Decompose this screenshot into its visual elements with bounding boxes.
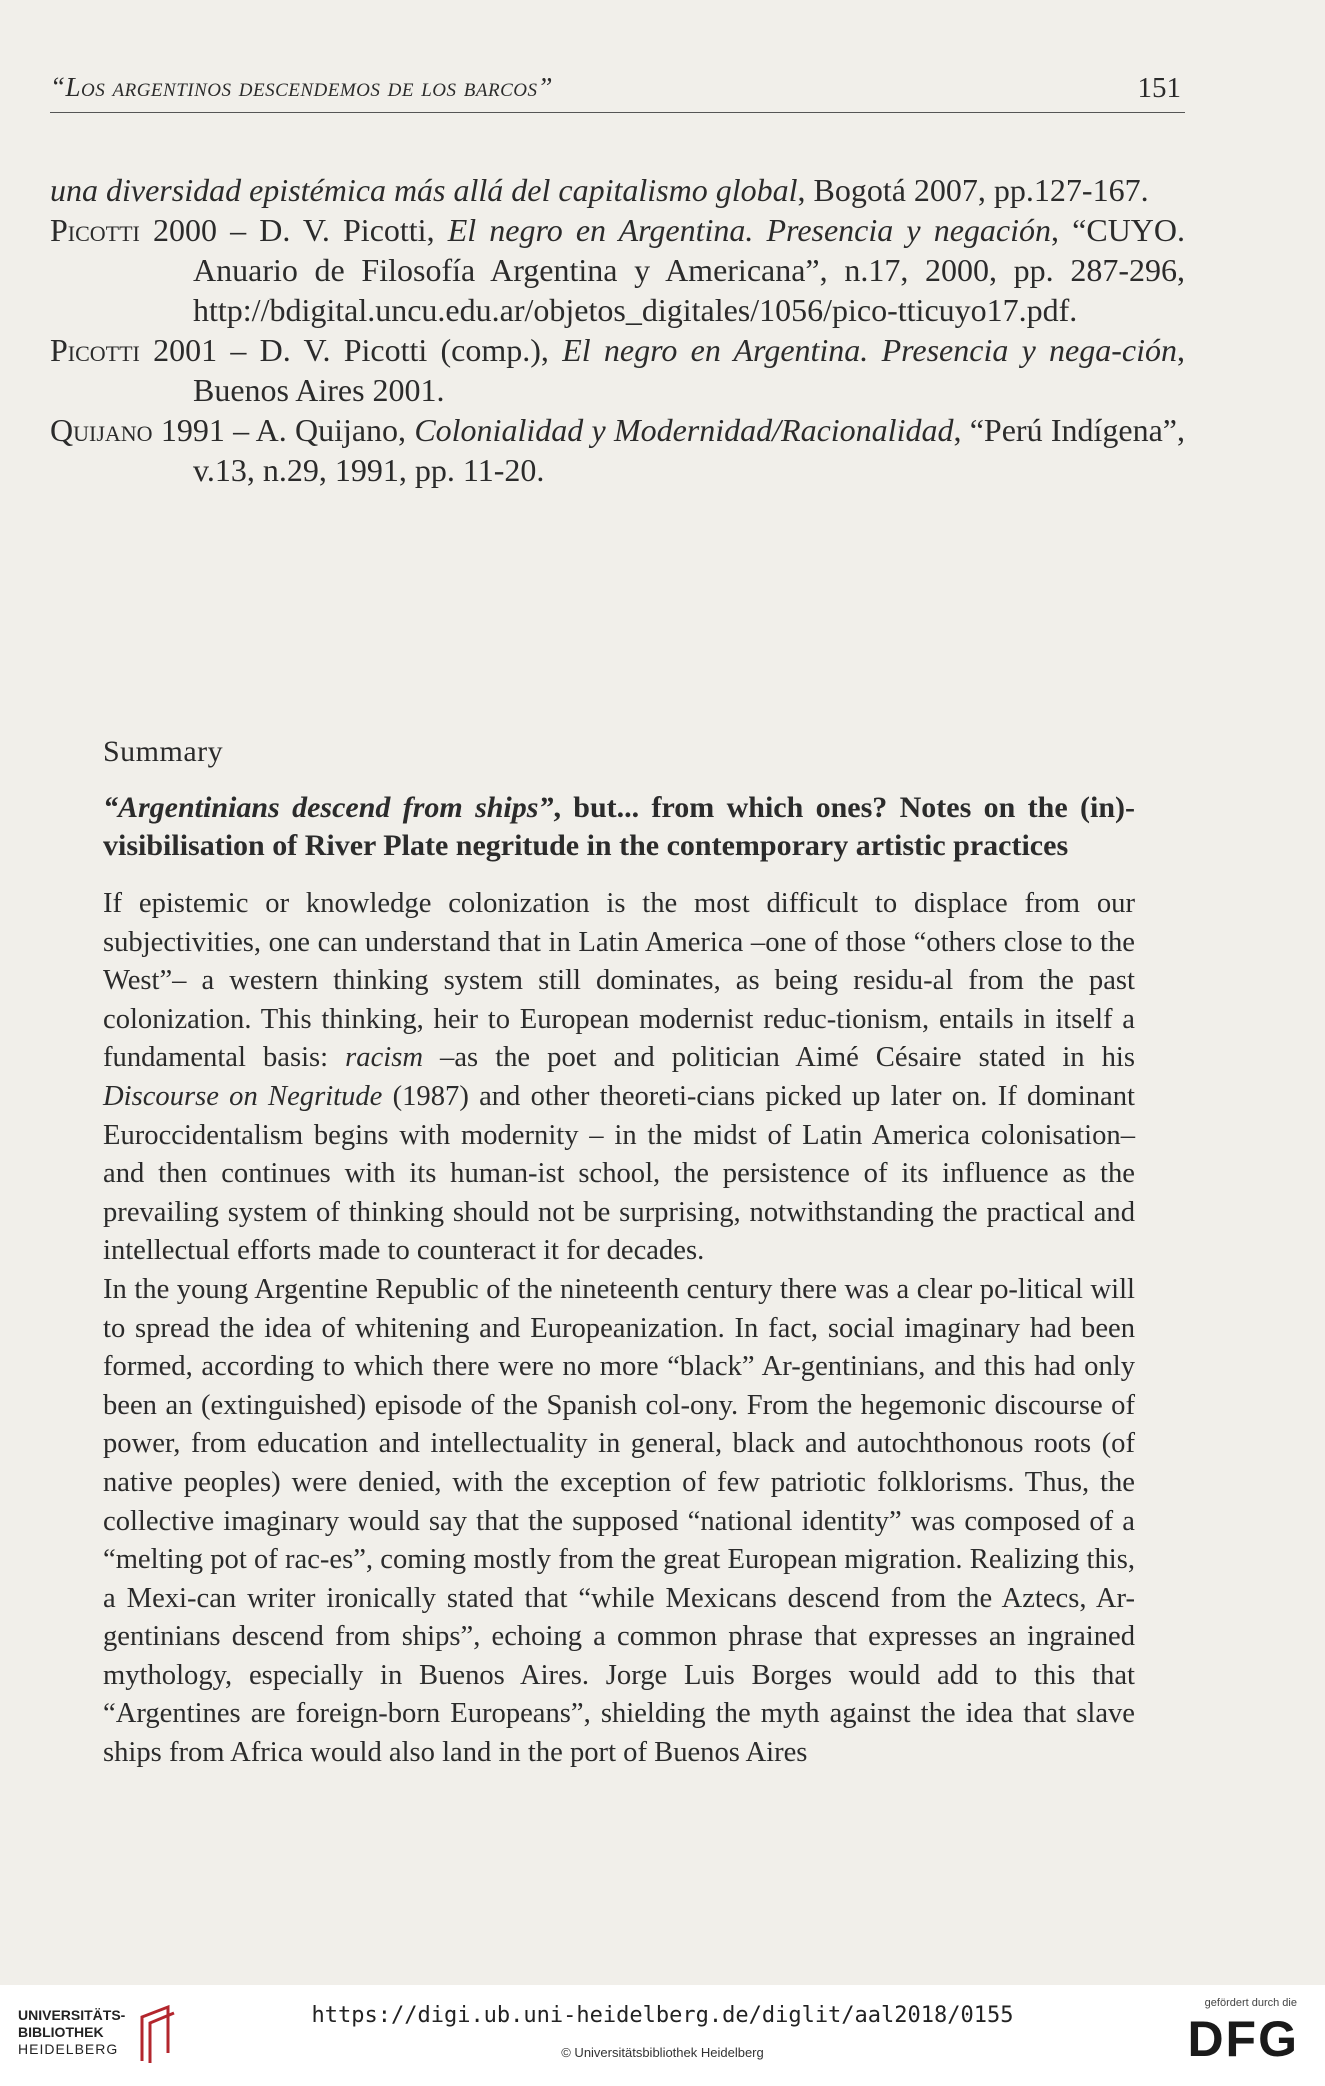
- italic-text: una diversidad epistémica más allá del capitalismo global: [50, 172, 798, 208]
- reference-entry: [50, 170, 1185, 210]
- funder-text: gefördert durch die: [1204, 1997, 1297, 2009]
- italic-text: El negro en Argentina. Presencia y negación: [447, 212, 1052, 248]
- text-segment: If epistemic or knowledge colonization is the most difficult to displace from our subjectivities, one can understand that in Latin America –one of those “others close to the West”– a western thinking system still dominates, as being residu-al from the past colonization. This thinking, heir to European modernist reduc-tionism, entails in itself a fundamental basis:: [103, 888, 1135, 1074]
- italic-text: Colonialidad y Modernidad/Racionalidad: [414, 412, 954, 448]
- reference-entry: [50, 410, 1185, 490]
- reference-author-key: Picotti: [50, 332, 140, 368]
- summary-title: [103, 789, 1135, 865]
- running-header: [50, 70, 1185, 113]
- library-logo-line3: HEIDELBERG: [18, 2041, 119, 2057]
- text-segment: 1991 – A. Quijano,: [152, 412, 415, 448]
- summary-title-rest: , but... from which ones? Notes on the (in)-visibilisation of River Plate negritude in the contemporary artistic practices: [103, 791, 1135, 862]
- summary-paragraph: [103, 885, 1135, 1271]
- reference-list: [50, 170, 1185, 490]
- source-url-link[interactable]: https://digi.ub.uni-heidelberg.de/diglit/aal2018/0155: [311, 2003, 1014, 2028]
- summary-title-italic: “Argentinians descend from ships”: [103, 791, 554, 824]
- summary-paragraph: [103, 1271, 1135, 1773]
- text-segment: –as the poet and politician Aimé Césaire stated in his: [422, 1042, 1135, 1074]
- text-segment: , “CUYO. Anuario de Filosofía Argentina y Americana”, n.17, 2000, pp. 287-296, http://bdigital.uncu.edu.ar/objetos_digitales/1056/pico-tticuyo17.pdf.: [193, 212, 1186, 328]
- text-segment: , “Perú Indígena”, v.13, n.29, 1991, pp. 11-20.: [193, 412, 1186, 488]
- running-title: “Los argentinos descendemos de los barcos”: [50, 72, 554, 102]
- copyright-text: © Universitätsbibliothek Heidelberg: [561, 2045, 764, 2060]
- text-segment: (1987) and other theoreti-cians picked up later on. If dominant Euroccidentalism begins with modernity – in the midst of Latin America colonisation– and then continues with its human-ist school, the persistence of its influence as the prevailing system of thinking should not be surprising, notwithstanding the practical and intellectual efforts made to counteract it for decades.: [103, 1080, 1135, 1267]
- text-segment: In the young Argentine Republic of the nineteenth century there was a clear po-litical will to spread the idea of whitening and Europeanization. In fact, social imaginary had been formed, according to which there were no more “black” Ar-gentinians, and this had only been an (extinguished) episode of the Spanish col-ony. From the hegemonic discourse of power, from education and intellectuality in general, black and autochthonous roots (of native peoples) were denied, with the exception of few patriotic folklorisms. Thus, the collective imaginary would say that the supposed “national identity” was composed of a “melting pot of rac-es”, coming mostly from the great European migration. Realizing this, a Mexi-can writer ironically stated that “while Mexicans descend from the Aztecs, Ar-gentinians descend from ships”, echoing a common phrase that expresses an ingrained mythology, especially in Buenos Aires. Jorge Luis Borges would add to this that “Argentines are foreign-born Europeans”, shielding the myth against the idea that slave ships from Africa would also land in the port of Buenos Aires: [103, 1273, 1135, 1769]
- text-segment: , Bogotá 2007, pp.127-167.: [797, 172, 1149, 208]
- library-logo-line1: UNIVERSITÄTS-: [18, 2007, 126, 2023]
- page-number: 151: [1137, 72, 1181, 104]
- digitization-footer: [0, 1985, 1325, 2086]
- reference-author-key: Picotti: [50, 212, 140, 248]
- text-segment: , Buenos Aires 2001.: [193, 332, 1186, 408]
- dfg-logo: DFG: [1187, 2011, 1299, 2067]
- italic-text: El negro en Argentina. Presencia y nega-ción: [562, 332, 1178, 368]
- summary-section: [103, 735, 1135, 1773]
- italic-text: racism: [345, 1042, 423, 1074]
- library-logo-line2: BIBLIOTHEK: [18, 2024, 104, 2040]
- summary-heading: Summary: [103, 735, 224, 768]
- reference-entry: [50, 210, 1185, 330]
- text-segment: 2001 – D. V. Picotti (comp.),: [139, 332, 563, 368]
- text-segment: 2000 – D. V. Picotti,: [139, 212, 448, 248]
- reference-entry: [50, 330, 1185, 410]
- italic-text: Discourse on Negritude: [103, 1080, 383, 1112]
- reference-author-key: Quijano: [50, 412, 153, 448]
